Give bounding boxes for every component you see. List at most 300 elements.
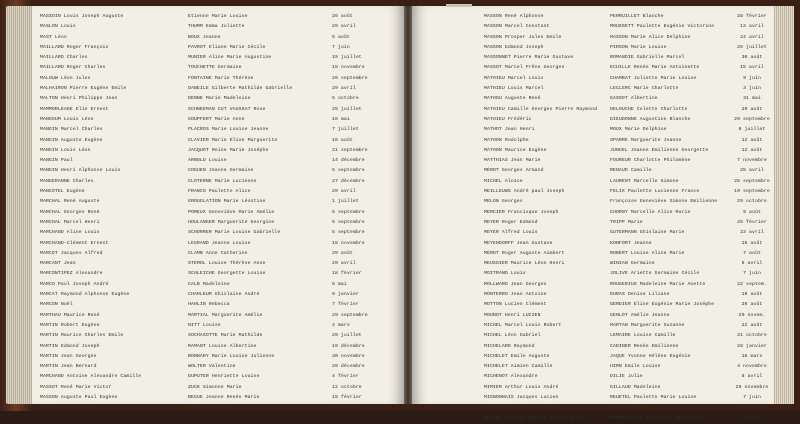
marriage-date: 16 août [741,240,763,246]
register-entry [32,136,404,146]
groom-name: MICHEL Marcel Louis Robert [484,322,562,328]
bride-name: BEGUE Jeanne Renée Marie [188,394,260,400]
marriage-date: 31 mai [743,96,761,102]
groom-name: MILLOT Auguste Edmond Albert René [484,415,583,421]
marriage-date: 8 juillet [738,127,766,133]
marriage-date: 26 septembre [332,75,368,81]
groom-name: MANCOTEL Eugène [40,189,85,195]
groom-name: MARCON Noël [40,302,73,308]
register-entry [32,156,404,166]
register-entry [32,125,404,135]
groom-name: MEYENDORFF Jean Gustave [484,240,553,246]
bride-name: MARTAN Marguerite Suzanne [610,322,685,328]
groom-name: MASSON Edmond Joseph [484,44,544,50]
bride-name: GERDIER Elise Eugénie Marie Joséphe [610,302,715,308]
bride-name: MOUX Marie Delphine [610,127,667,133]
register-entry [412,125,774,135]
register-entry [412,362,774,372]
register-entry [32,208,404,218]
left-page [32,6,404,411]
right-page-register-rows [412,12,774,424]
bride-name: GENLOT Amélie Jeanne [610,312,670,318]
right-page [412,6,774,421]
groom-name: MATHIEU Camille Georges Pierre Raymond [484,106,598,112]
marriage-date: 21 septembre [332,147,368,153]
bride-name: DANEILE Gilberte Mathilde Gabrielle [188,86,293,92]
groom-name: MEYER Alfred Louis [484,230,538,236]
bride-name: BONNARY Marie Louise Julienne [188,353,275,359]
register-entry [412,228,774,238]
bride-name: CHORNY Marcelle Alice Marie [610,209,691,215]
register-entry [32,300,404,310]
bride-name: GROUGLATION Marie Léontine [188,199,266,205]
bride-name: SCHLEICHE Georgette Louise [188,271,266,277]
groom-name: MELON Georges [484,199,523,205]
groom-name: MARCHAND Antoine Alexandre Camille [40,374,142,380]
bride-name: LEMAIRE Louise Camille [610,333,676,339]
groom-name: MARCOT Jacques Alfred [40,250,103,256]
bride-name: CLAVIER Marie Elise Marguerite [188,137,278,143]
bride-name: DIEUDONNE Augustine Blanche [610,116,691,122]
groom-name: MALOUW Léon Jules [40,75,91,81]
marriage-date: 7 août [743,250,761,256]
marriage-date: 19 juillet [332,55,362,61]
groom-name: MAILLARD Roger François [40,44,109,50]
groom-name: MANGOUM Louis Léon [40,116,94,122]
bride-name: PAVROT Eliane Marie Cécile [188,44,266,50]
groom-name: MICHENOT Alexandre [484,374,538,380]
groom-name: MALTON Henri Philippe Jean [40,96,118,102]
marriage-date: 22 août [741,322,763,328]
groom-name: MAILLARD Roger Charles [40,65,106,71]
bride-name: GUTERMANN Ghislaine Marie [610,230,685,236]
marriage-date: 16 août [332,137,353,143]
marriage-date: 7 juillet [332,127,359,133]
register-entry [412,239,774,249]
register-entry [412,84,774,94]
register-entry [32,43,404,53]
register-entry [412,156,774,166]
bride-name: FELIX Paulette Lucienne France [610,189,700,195]
bride-name: SCHORRER Marie Louise Gabrielle [188,230,281,236]
groom-name: MASSON Prosper Jules Emile [484,34,562,40]
marriage-date: 5 septembre [332,230,365,236]
marriage-date: 7 juin [743,394,761,400]
marriage-date: 26 août [332,14,353,19]
register-entry [412,290,774,300]
bride-name: GILLAUD Madeleine [610,384,661,390]
marriage-date: 22 septem. [737,281,767,287]
marriage-date: 4 mars [332,322,350,328]
marriage-date: 29 septembre [734,116,770,122]
page-tab-marker [446,4,472,7]
register-entry [32,105,404,115]
bride-name: ROUGERIUS Madeleine Marie Anette [610,281,706,287]
marriage-date: 29 août [741,302,763,308]
marriage-date: 7 juin [332,44,350,50]
bride-name: DUPUTER Henriette Louise [188,374,260,380]
groom-name: MICHELARD Raymond [484,343,535,349]
register-entry [412,53,774,63]
marriage-date: 28 février [737,14,767,19]
groom-name: MANGIN Marcel Charles [40,127,103,133]
register-entry [412,383,774,393]
groom-name: MATHIEU Louis Marcel [484,86,544,92]
groom-name: MÉROT Roger Auguste Aimbert [484,250,565,256]
marriage-date: 7 juin [743,271,761,277]
register-entry [412,33,774,43]
bride-name: DENNE Marie Madeleine [188,96,251,102]
groom-name: MARTIN Jean Bernard [40,364,97,370]
register-entry [412,74,774,84]
marriage-date: 8 avril [741,261,763,267]
groom-name: MICHEL Aloïse [484,178,523,184]
groom-name: MASSOT René Marie Victor [40,384,112,390]
marriage-date: 12 août [741,137,763,143]
register-entry [32,228,404,238]
bride-name: WOLTER Valentine [188,364,236,370]
bride-name: LEGRAND Jeanne Louise [188,240,251,246]
groom-name: MICHELET Emile Auguste [484,353,550,359]
marriage-date: 25 avril [740,168,764,174]
register-entry [32,166,404,176]
groom-name: MATHON Maurice Eugène [484,147,547,153]
bride-name: FONTAINE Marie Thérèse [188,75,254,81]
register-entry [32,12,404,22]
bride-name: WINIAN Germaine [610,261,655,267]
marriage-date: 9 juin [743,75,761,81]
groom-name: MARTIN Maurice Charles Emile [40,333,124,339]
groom-name: MEILLEUWS André paul Joseph [484,189,565,195]
register-entry [32,33,404,43]
register-entry [32,146,404,156]
groom-name: MÉROT Georges Armand [484,168,544,174]
groom-name: MATTHIAS Jean Marie [484,158,541,164]
register-entry [412,372,774,382]
register-entry [32,331,404,341]
marriage-date: 18 novembre [332,65,365,71]
register-entry [32,63,404,73]
groom-name: MIGNONNAIS Jacques Lucien [484,394,559,400]
register-entry [32,197,404,207]
groom-name: MARTIN Edmond Joseph [40,343,100,349]
groom-name: MANGIN Paul [40,158,73,164]
marriage-date: 29 octobre [737,199,767,205]
bride-name: FRANCO Paulette Alice [188,189,251,195]
register-entry [32,177,404,187]
marriage-date: 8 avril [741,374,763,380]
bride-name: JACQUOT Reine Marie Joséphe [188,147,269,153]
marriage-date: 29 avril [332,189,356,195]
groom-name: MASSOT Marcel Frêne Georges [484,65,565,71]
register-entry [412,146,774,156]
register-entry [412,331,774,341]
marriage-date: 19 août [741,292,763,298]
bride-name: CHAMBAT Juliette Marie Louise [610,75,697,81]
groom-name: MOITRAND Louis [484,271,526,277]
marriage-date: 29 août [332,250,353,256]
register-entry [32,84,404,94]
bride-name: JOLIVE Ariette Germaine Cécile [610,271,700,277]
marriage-date: 29 septembre [332,312,368,318]
register-entry [412,403,774,413]
groom-name: MANGERANNE Charles [40,178,94,184]
book-gutter [404,6,412,404]
bride-name: RAMANT Louise Albertine [188,343,257,349]
register-entry [412,259,774,269]
groom-name: MATHIEU Frédéric [484,116,532,122]
right-page-edges [774,6,794,404]
marriage-date: 24 février [332,405,362,411]
left-page-register-rows [32,12,404,414]
marriage-date: 14 décembre [332,158,365,164]
marriage-date: 29 avril [332,24,356,30]
groom-name: MAILLARD Charles [40,55,88,61]
groom-name: MATHOT Jean Henri [484,127,535,133]
groom-name: MOUNOT Henri LUCIEN [484,312,541,318]
bride-name: CHARLEUR Ghislaine André [188,292,260,298]
bride-name: LECLERC Marie Charlotte [610,86,679,92]
left-page-edges [6,6,32,404]
marriage-date: 27 décembre [332,178,365,184]
bride-name: ROUSSEVILLE Albertine Marguerite [610,415,706,421]
bride-name: GENOT Félicie [188,405,227,411]
bride-name: ROMANDIE Gabrielle Marcel [610,55,685,61]
groom-name: MARTIN Jean Georges [40,353,97,359]
marriage-date: 29 avril [332,86,356,92]
register-entry [412,166,774,176]
register-entry [32,290,404,300]
groom-name: MALHAIRON Pierre Eugène Emile [40,86,127,92]
groom-name: MATHON Rodolphe [484,137,529,143]
marriage-date: 25 février [737,219,767,225]
marriage-date: 25 juillet [332,106,362,112]
marriage-date: 25 septembre [734,178,770,184]
groom-name: MIMIER Arthur Louis André [484,384,559,390]
bride-name: RENAUD Camille [610,168,652,174]
bride-name: HOULANGER Marguerite Georgine [188,219,275,225]
groom-name: MARCO Paul Joseph André [40,281,109,287]
marriage-date: 9 août [743,209,761,215]
marriage-date: 5 septembre [332,209,365,215]
bride-name: Etienne Marie Louise [188,14,248,19]
register-entry [412,136,774,146]
register-entry [412,63,774,73]
bride-name: SOCHASOTTE Marie Mathilde [188,333,263,339]
groom-name: MANGIN Louis Léon [40,147,91,153]
register-entry [412,414,774,424]
register-entry [32,362,404,372]
groom-name: MARCHAL René Auguste [40,199,100,205]
bride-name: PLACROS Marie Louise Jeanne [188,127,269,133]
marriage-date: 16 mai [332,116,350,122]
marriage-date: 30 novembre [332,353,365,359]
register-entry [32,53,404,63]
register-entry [412,94,774,104]
bride-name: GOUPFERT Marie Anne [188,116,245,122]
marriage-date: 19 septembre [734,189,770,195]
register-entry [32,321,404,331]
marriage-date: 9 janvier [332,292,359,298]
bride-name: JUNGEL Jeanne Emilienne Georgette [610,147,709,153]
groom-name: MASSON Marcel Constant [484,24,550,30]
groom-name: MARCHAL Marcel Henri [40,219,100,225]
register-entry [412,393,774,403]
groom-name: MARCHAL Georges René [40,209,100,215]
register-entry [32,403,404,413]
bride-name: SPARRE Marguerite Jeanne [610,137,682,143]
bride-name: CALB Madeleine [188,281,230,287]
bride-name: ZUCK Simonne Marie [188,384,242,390]
register-entry [412,177,774,187]
groom-name: MANGIN Auguste Eugène [40,137,103,143]
groom-name: MICHEL Léon Gabriel [484,333,541,339]
groom-name: MARCONTIPEZ Alexandre [40,271,103,277]
bride-name: THUMM Emma Juliette [188,24,245,30]
marriage-date: 12 août [741,147,763,153]
bride-name: TRIPP Marie [610,219,643,225]
marriage-date: 4 novembre [737,364,767,370]
register-entry [412,269,774,279]
register-entry [412,280,774,290]
bride-name: BOUX Jeanne [188,34,221,40]
groom-name: MARCANT Jean [40,261,76,267]
marriage-date: 8 mai [332,281,347,287]
groom-name: MATHIEU Marcel Louis [484,75,544,81]
groom-name: MASSON Paul Ernest [40,405,94,411]
bride-name: REUETEL Paulette Marie Louise [610,394,697,400]
marriage-date: 20 avril [332,261,356,267]
marriage-date: 19 décembre [332,343,365,349]
groom-name: MEYER Roger Edmond [484,219,538,225]
groom-name: MOLLWARD Jean Georges [484,281,547,287]
bride-name: NITT Louise [188,322,221,328]
groom-name: MICHELET Aimien Camille [484,364,553,370]
marriage-date: 26 novembre [735,384,769,390]
register-entry [412,12,774,22]
bride-name: ARNOLD Louise [188,158,227,164]
bride-name: STEMOL Louise Thérèse Anne [188,261,266,267]
groom-name: MONTERRO Jean Antoine [484,292,547,298]
register-entry [32,342,404,352]
bride-name: POREUX Geneviève Marie Amélie [188,209,275,215]
marriage-date: 18 février [332,394,362,400]
register-entry [412,218,774,228]
marriage-date: 3 juin [743,86,761,92]
register-entry [412,249,774,259]
register-entry [32,22,404,32]
bride-name: Wolsse Simon [610,405,646,411]
marriage-date: 23 avril [740,230,764,236]
register-entry [412,342,774,352]
marriage-date: 29 août [741,106,763,112]
marriage-date: 29 décembre [332,364,365,370]
bride-name: PIRSON Marie Louise [610,44,667,50]
groom-name: MASSON Auguste Paul Eugène [40,394,118,400]
register-entry [32,352,404,362]
marriage-date: 15 avril [740,65,764,71]
groom-name: MASSON René Alphonse [484,14,544,19]
register-entry [32,187,404,197]
groom-name: MAMMORLEADE Elie Ernest [40,106,109,112]
groom-name: MEUSSIER Maurice Léon Henri [484,261,565,267]
register-entry [32,372,404,382]
register-entry [412,115,774,125]
groom-name: MARTIN Robert Eugène [40,322,100,328]
marriage-date: 5 septembre [332,168,365,174]
bride-name: MUNIER Aline Marie Augustine [188,55,272,61]
bride-name: CLOTERNE Marie Lucienne [188,178,257,184]
marriage-date: 18 mars [741,353,763,359]
bride-name: CADINER Renée Emilienne [610,343,679,349]
register-entry [412,43,774,53]
bride-name: HAHLIN Rebecca [188,302,230,308]
register-entry [32,249,404,259]
bride-name: TOUCHETTE Germaine [188,65,242,71]
register-entry [412,197,774,207]
marriage-date: 20 novem. [738,312,766,318]
bride-name: CLAMB Anne Catherine [188,250,248,256]
register-entry [32,74,404,84]
bride-name: ECUILLE Renée Marie Antoinette [610,65,700,71]
register-entry [32,115,404,125]
groom-name: MARCAT Raymond Alphonse Eugène [40,292,130,298]
marriage-date: 8 mai [744,415,760,421]
groom-name: MASSONNET Pierre Marie Gustave [484,55,574,61]
marriage-date: 5 septembre [332,219,365,225]
groom-name: MARTHAU Maurice René [40,312,100,318]
bride-name: Françoise Geneviève Simone Emilienne [610,199,718,205]
register-entry [32,218,404,228]
marriage-date: 21 octobre [737,333,767,339]
bride-name: COGUEN Jeanne Germaine [188,168,254,174]
marriage-date: 26 juillet [737,44,767,50]
register-entry [412,187,774,197]
register-entry [32,259,404,269]
marriage-date: 29 juillet [332,333,362,339]
register-entry [32,269,404,279]
bride-name: GASSOT Albertine [610,96,658,102]
bride-name: JAQUE Yvonne Hélène Eugénie [610,353,691,359]
register-entry [32,239,404,249]
register-entry [32,383,404,393]
bride-name: MOUSSETT Paulette Eugénie Victorine [610,24,715,30]
marriage-date: 24 avril [740,34,764,40]
groom-name: MANGIN Henri Alphonse Louis [40,168,121,174]
bride-name: DELOUCHE Colette Charlotte [610,106,688,112]
register-entry [412,22,774,32]
bride-name: ROBÉRT Louise Aline Marie [610,250,685,256]
bride-name: PERRUILLET Blanche [610,14,664,19]
marriage-date: 4 février [332,374,359,380]
bride-name: DURAS Denise Liliane [610,292,670,298]
marriage-date: 7 février [332,302,359,308]
register-entry [32,94,404,104]
bride-name: HIRN Emile Louise [610,364,661,370]
register-entry [32,280,404,290]
groom-name: MAST Léon [40,34,67,40]
bride-name: SCHNEEMAN CUT VAUSSAT Rose [188,106,266,112]
groom-name: MARCHAND-Clément Ernest [40,240,109,246]
marriage-date: 12 octobre [332,384,362,390]
marriage-date: 1 juillet [332,199,359,205]
register-entry [412,105,774,115]
register-entry [412,352,774,362]
groom-name: MASLON Louis [40,24,76,30]
groom-name: MERCIER Francisque Joseph [484,209,559,215]
bride-name: MARTIAL Marguerite Amélie [188,312,263,318]
bride-name: LAURENT Marcelle Simone [610,178,679,184]
